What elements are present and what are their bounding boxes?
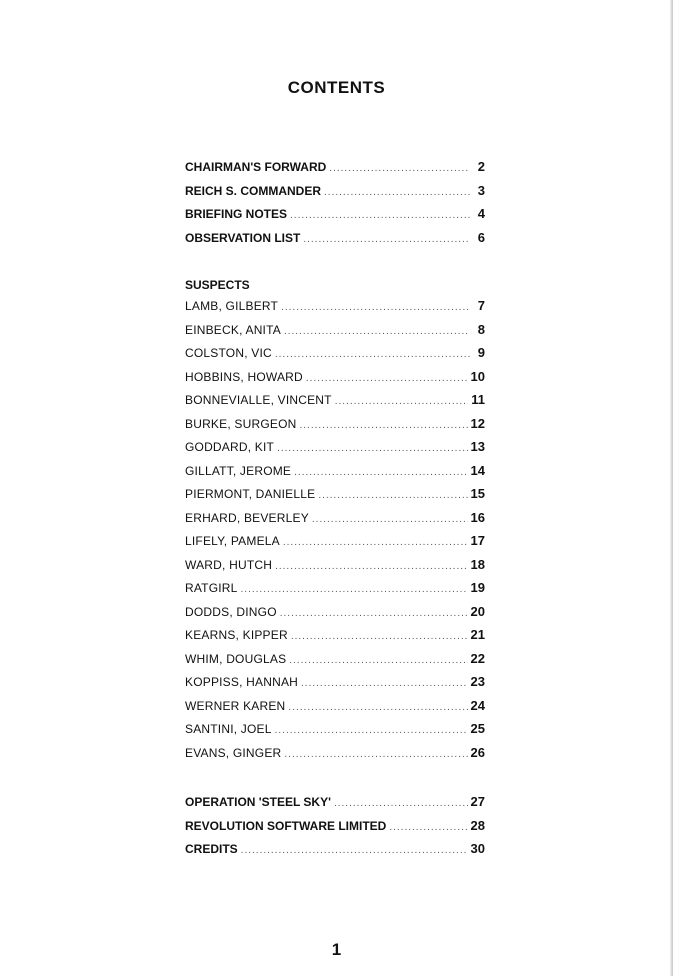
dot-leader (294, 467, 467, 478)
dot-leader (300, 420, 468, 431)
toc-entry-label: BURKE, SURGEON (185, 416, 297, 431)
toc-entry-page: 21 (470, 627, 485, 642)
dot-leader (291, 631, 468, 642)
dot-leader (306, 373, 468, 384)
dot-leader (389, 822, 467, 833)
toc-entry-page: 19 (470, 580, 485, 595)
dot-leader (303, 234, 470, 245)
toc-entry-label: WERNER KAREN (185, 698, 286, 713)
toc-entry-page: 9 (477, 345, 485, 360)
page-number: 1 (331, 940, 342, 959)
dot-leader (284, 326, 470, 337)
dot-leader (329, 163, 470, 174)
toc-entry (185, 627, 485, 651)
toc-entry-label: EVANS, GINGER (185, 745, 282, 760)
dot-leader (324, 187, 470, 198)
toc-entry (185, 698, 485, 722)
dot-leader (281, 302, 470, 313)
toc-entry-page: 24 (470, 697, 485, 713)
toc-entry-label: DODDS, DINGO (185, 604, 277, 619)
toc-entry-page: 25 (470, 721, 485, 736)
toc-entry (185, 206, 485, 230)
dot-leader (275, 561, 467, 572)
toc-entry (185, 651, 485, 675)
dot-leader (241, 584, 468, 595)
toc-entry-page: 16 (470, 509, 485, 525)
toc-entry-label: CHAIRMAN'S FORWARD (185, 160, 327, 174)
toc-entry-page: 30 (470, 841, 485, 856)
toc-entry-page: 2 (477, 159, 485, 174)
toc-entry-label: EINBECK, ANITA (185, 322, 281, 337)
dot-leader (280, 608, 468, 619)
toc-entry-label: GILLATT, JEROME (185, 463, 292, 478)
contents-title: CONTENTS (287, 78, 386, 97)
toc-entry (185, 322, 485, 346)
toc-front-matter (185, 159, 485, 253)
toc-entry-page: 15 (470, 486, 485, 501)
toc-entry (185, 841, 485, 865)
toc-entry (185, 510, 485, 534)
toc-entry-page: 13 (470, 439, 485, 454)
dot-leader (290, 210, 470, 221)
toc-entry-label: WARD, HUTCH (185, 557, 273, 572)
toc-entry-page: 6 (477, 229, 485, 245)
toc-entry-label: GODDARD, KIT (185, 440, 275, 454)
toc-entry-page: 3 (477, 182, 485, 198)
toc-entry (185, 369, 485, 393)
dot-leader (318, 490, 467, 501)
dot-leader (289, 655, 467, 666)
toc-entry-label: KOPPISS, HANNAH (185, 675, 299, 689)
toc-entry-page: 7 (477, 298, 485, 313)
toc-entry (185, 818, 485, 842)
toc-entry-label: BONNEVIALLE, VINCENT (185, 393, 332, 407)
toc-entry (185, 298, 485, 322)
toc-entry-label: LAMB, GILBERT (185, 299, 279, 313)
toc-entry-page: 22 (470, 650, 485, 666)
toc-entry (185, 463, 485, 487)
toc-entry (185, 604, 485, 628)
toc-entry (185, 557, 485, 581)
toc-entry-label: BRIEFING NOTES (185, 207, 288, 221)
toc-entry (185, 183, 485, 207)
toc-entry-page: 28 (470, 817, 485, 833)
toc-entry (185, 486, 485, 510)
toc-entry-page: 11 (471, 392, 485, 407)
toc-entry (185, 392, 485, 416)
toc-entry-label: REICH S. COMMANDER (185, 183, 322, 198)
toc-entry-page: 14 (470, 462, 485, 478)
toc-entry-label: PIERMONT, DANIELLE (185, 487, 316, 501)
toc-entry (185, 439, 485, 463)
toc-entry-page: 8 (477, 321, 485, 337)
toc-entry-page: 26 (470, 744, 485, 760)
toc-entry-label: RATGIRL (185, 581, 238, 595)
toc-entry (185, 230, 485, 254)
dot-leader (288, 702, 467, 713)
toc-entry-label: WHIM, DOUGLAS (185, 651, 287, 666)
dot-leader (334, 798, 468, 809)
toc-entry (185, 159, 485, 183)
toc-entry-page: 4 (477, 206, 485, 221)
toc-entry (185, 533, 485, 557)
toc-entry-label: REVOLUTION SOFTWARE LIMITED (185, 818, 387, 833)
toc-entry-page: 20 (470, 603, 485, 619)
toc-entry-page: 18 (470, 556, 485, 572)
toc-entry-label: KEARNS, KIPPER (185, 628, 288, 642)
toc-entry-page: 17 (470, 533, 485, 548)
toc-entry (185, 674, 485, 698)
dot-leader (301, 678, 468, 689)
toc-entry-label: OPERATION 'STEEL SKY' (185, 795, 331, 809)
dot-leader (284, 749, 467, 760)
toc-back-matter (185, 794, 485, 865)
dot-leader (275, 725, 468, 736)
dot-leader (241, 845, 468, 856)
dot-leader (283, 537, 468, 548)
toc-entry-page: 12 (470, 415, 485, 431)
dot-leader (335, 396, 469, 407)
toc-entry-label: SANTINI, JOEL (185, 722, 272, 736)
toc-entry-label: COLSTON, VIC (185, 346, 272, 360)
toc-entry-label: HOBBINS, HOWARD (185, 369, 303, 384)
dot-leader (277, 443, 467, 454)
toc-entry-label: CREDITS (185, 842, 238, 856)
toc-entry (185, 580, 485, 604)
toc-entry-label: OBSERVATION LIST (185, 230, 301, 245)
toc-entry-page: 23 (470, 674, 485, 689)
toc-entry-page: 27 (470, 794, 485, 809)
toc-entry (185, 794, 485, 818)
toc-entry-page: 10 (470, 368, 485, 384)
dot-leader (312, 514, 468, 525)
toc-entry (185, 345, 485, 369)
toc-entry (185, 721, 485, 745)
toc-entry (185, 416, 485, 440)
toc-entry-label: ERHARD, BEVERLEY (185, 510, 309, 525)
dot-leader (275, 349, 470, 360)
toc-entry-label: LIFELY, PAMELA (185, 534, 280, 548)
suspects-heading: SUSPECTS (185, 278, 250, 292)
toc-entry (185, 745, 485, 769)
toc-suspects (185, 298, 485, 768)
